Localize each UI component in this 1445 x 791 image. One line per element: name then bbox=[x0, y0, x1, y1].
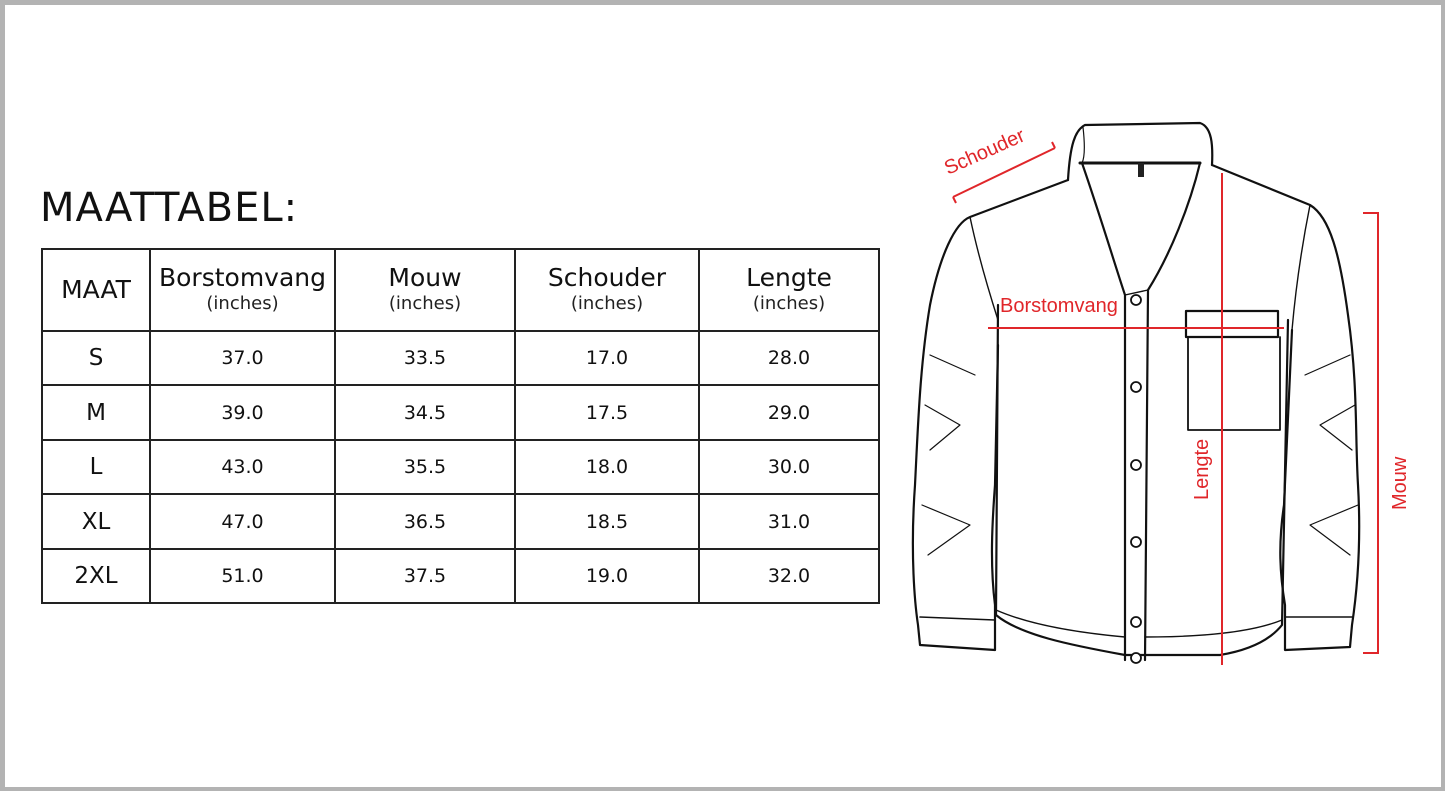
header-schouder: Schouder (inches) bbox=[515, 249, 699, 331]
size-cell: XL bbox=[42, 494, 150, 549]
size-chart-table bbox=[41, 248, 880, 604]
lengte-cell: 29.0 bbox=[699, 385, 879, 440]
schouder-cell: 18.5 bbox=[515, 494, 699, 549]
measurement-lines bbox=[953, 142, 1378, 665]
header-mouw: Mouw (inches) bbox=[335, 249, 515, 331]
mouw-cell: 36.5 bbox=[335, 494, 515, 549]
page-title: MAATTABEL: bbox=[40, 185, 299, 231]
size-cell: M bbox=[42, 385, 150, 440]
mouw-cell: 35.5 bbox=[335, 440, 515, 494]
mouw-cell: 37.5 bbox=[335, 549, 515, 603]
lengte-cell: 31.0 bbox=[699, 494, 879, 549]
lengte-cell: 28.0 bbox=[699, 331, 879, 385]
table-row bbox=[42, 440, 879, 494]
header-maat: MAAT bbox=[42, 249, 150, 331]
jacket-diagram bbox=[900, 105, 1420, 685]
jacket-buttons bbox=[1131, 295, 1141, 663]
schouder-cell: 19.0 bbox=[515, 549, 699, 603]
size-cell: S bbox=[42, 331, 150, 385]
borstomvang-label: Borstomvang bbox=[1000, 295, 1118, 317]
schouder-cell: 17.5 bbox=[515, 385, 699, 440]
size-cell: L bbox=[42, 440, 150, 494]
table-row bbox=[42, 385, 879, 440]
table-header-row bbox=[42, 249, 879, 331]
table-row bbox=[42, 549, 879, 603]
table-row bbox=[42, 494, 879, 549]
schouder-cell: 18.0 bbox=[515, 440, 699, 494]
borstomvang-cell: 43.0 bbox=[150, 440, 335, 494]
mouw-measure-line bbox=[1363, 213, 1378, 653]
schouder-label: Schouder bbox=[941, 124, 1029, 180]
header-borstomvang: Borstomvang (inches) bbox=[150, 249, 335, 331]
lengte-cell: 30.0 bbox=[699, 440, 879, 494]
measurement-labels bbox=[941, 125, 1411, 510]
borstomvang-cell: 37.0 bbox=[150, 331, 335, 385]
lengte-cell: 32.0 bbox=[699, 549, 879, 603]
mouw-cell: 33.5 bbox=[335, 331, 515, 385]
size-cell: 2XL bbox=[42, 549, 150, 603]
borstomvang-cell: 47.0 bbox=[150, 494, 335, 549]
borstomvang-cell: 39.0 bbox=[150, 385, 335, 440]
lengte-label: Lengte bbox=[1191, 438, 1213, 500]
mouw-label: Mouw bbox=[1389, 456, 1411, 510]
header-lengte: Lengte (inches) bbox=[699, 249, 879, 331]
mouw-cell: 34.5 bbox=[335, 385, 515, 440]
borstomvang-cell: 51.0 bbox=[150, 549, 335, 603]
table-row bbox=[42, 331, 879, 385]
schouder-cell: 17.0 bbox=[515, 331, 699, 385]
